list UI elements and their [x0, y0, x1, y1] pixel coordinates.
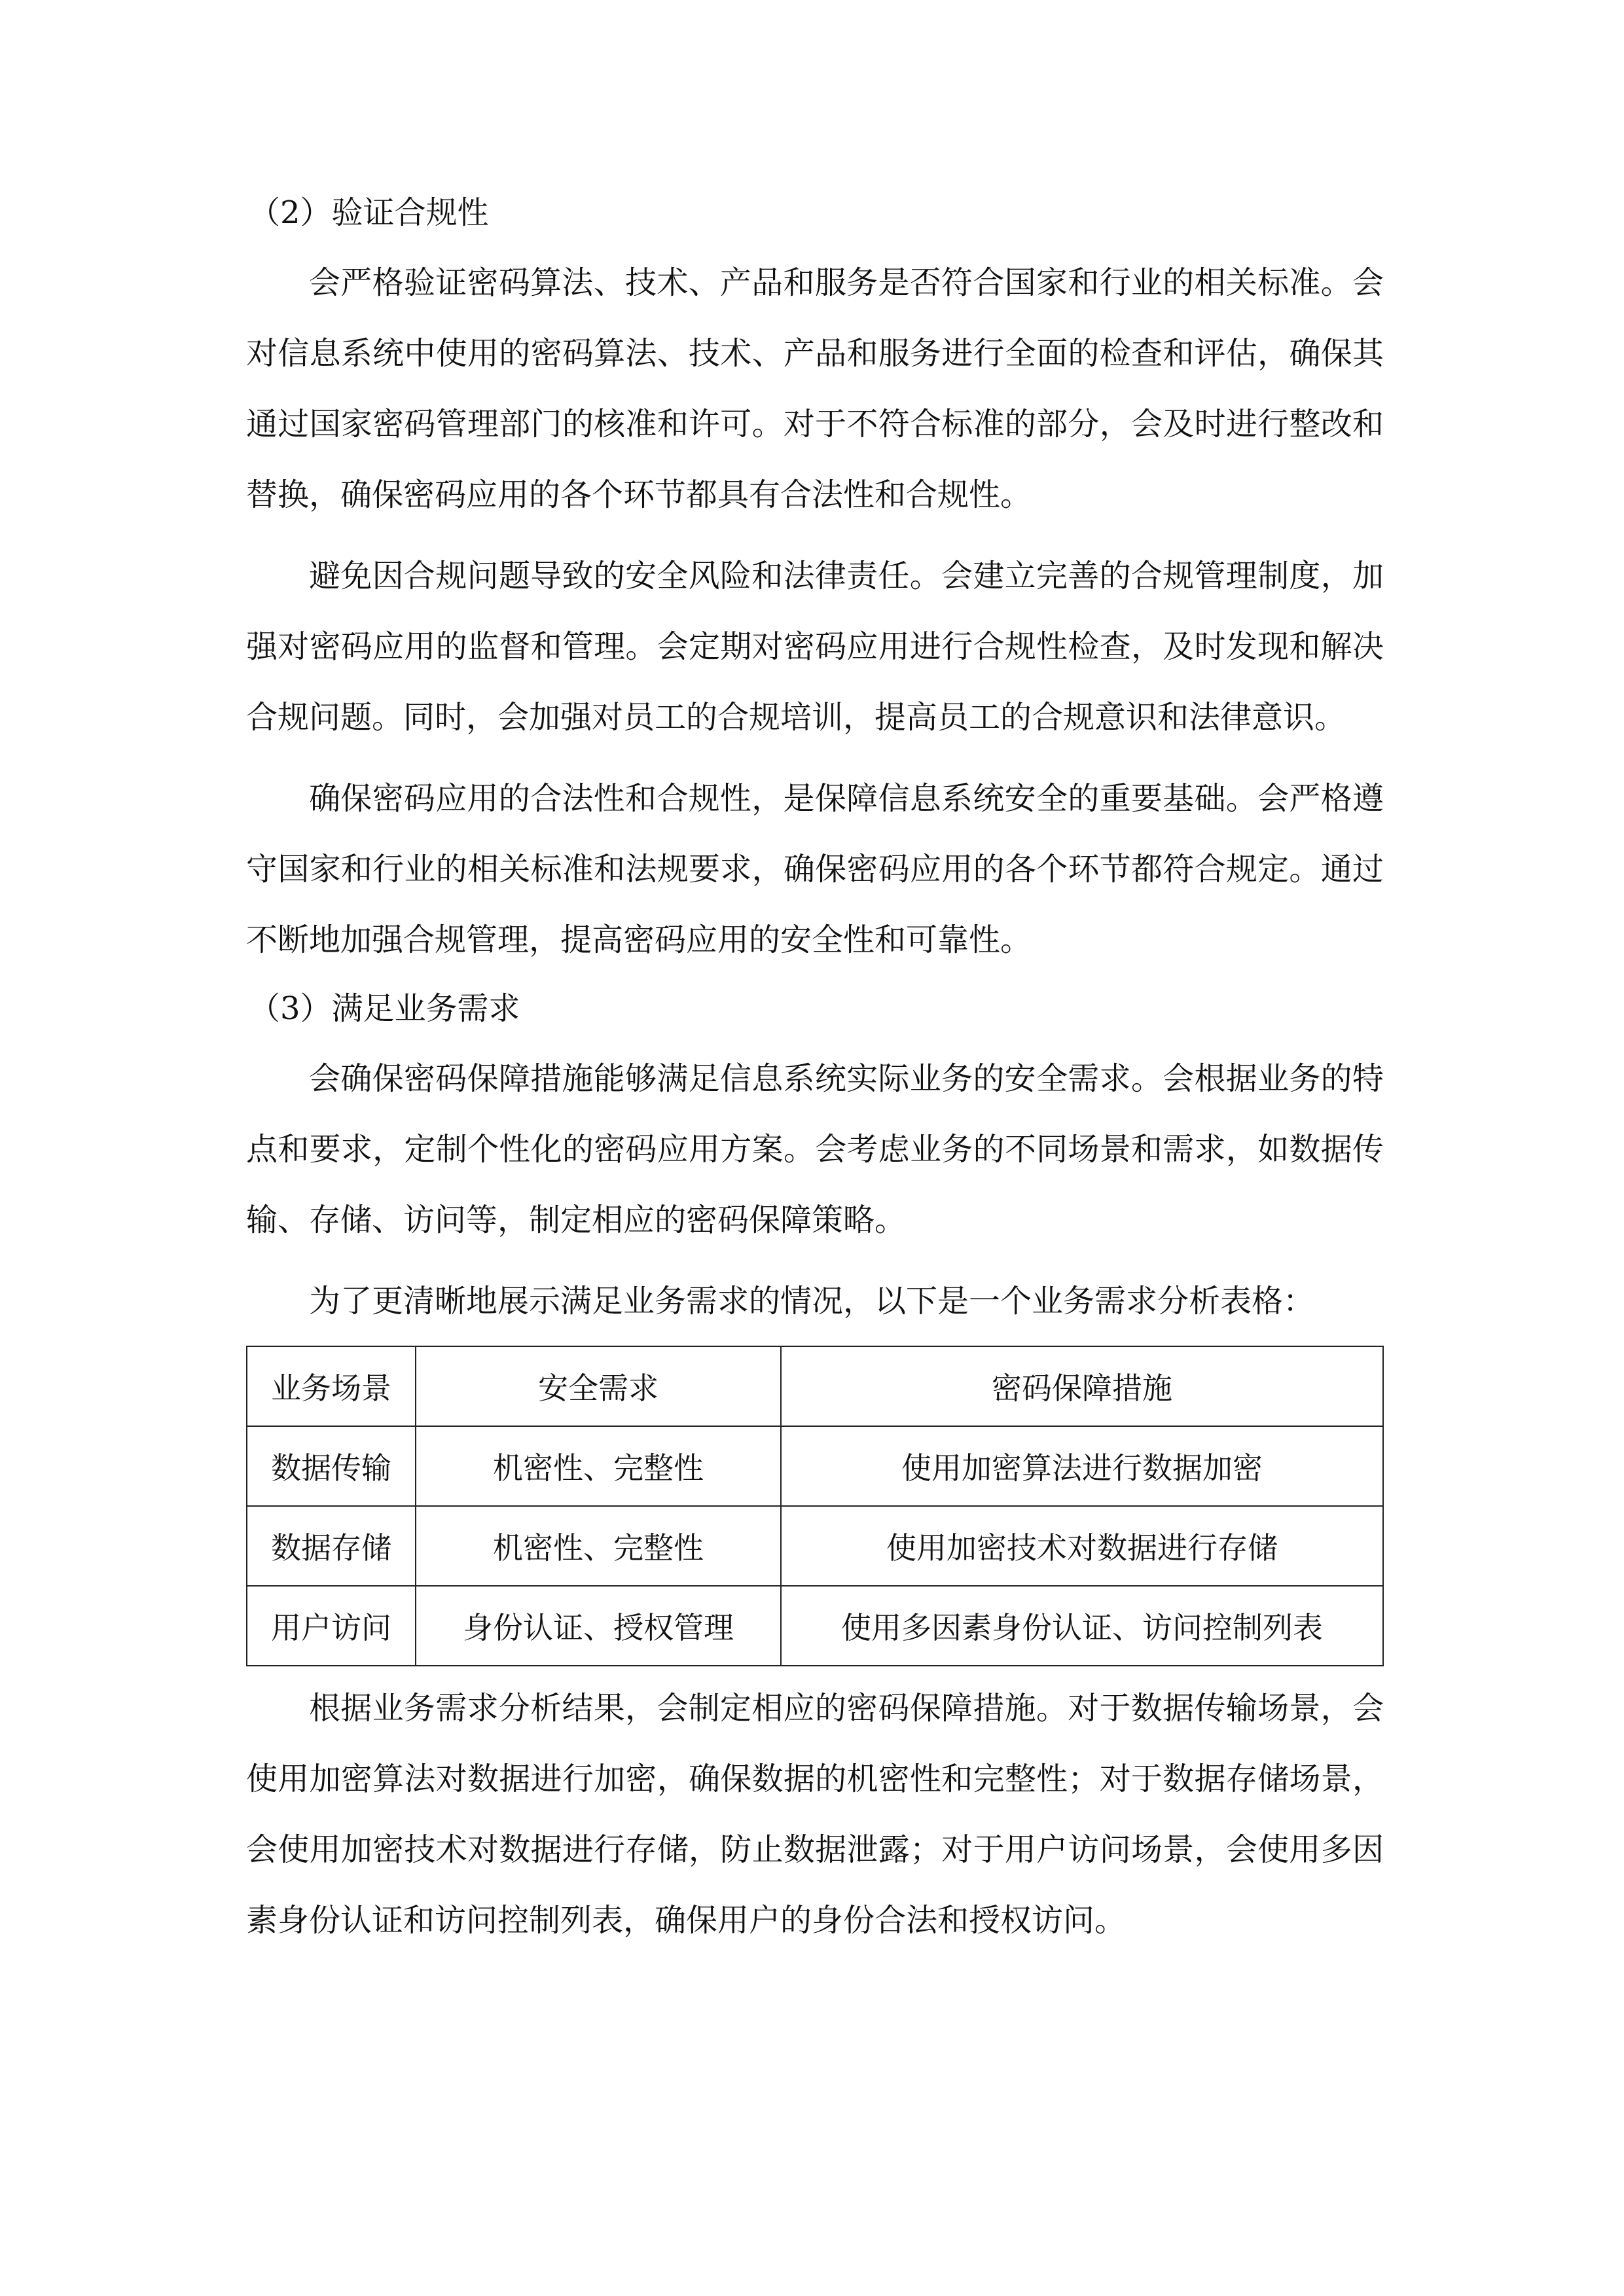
table-row: [247, 1586, 1383, 1666]
table-cell: 数据传输: [247, 1426, 416, 1506]
section-heading-business-needs: （3）满足业务需求: [249, 990, 520, 1027]
section-heading-verify-compliance: （2）验证合规性: [249, 194, 489, 231]
table-cell: 使用加密技术对数据进行存储: [781, 1506, 1383, 1586]
paragraph: 确保密码应用的合法性和合规性，是保障信息系统安全的重要基础。会严格遵守国家和行业的相关标准和法规要求，确保密码应用的各个环节都符合规定。通过不断地加强合规管理，提高密码应用的安全性和可靠性。: [246, 780, 1384, 958]
paragraph: 会确保密码保障措施能够满足信息系统实际业务的安全需求。会根据业务的特点和要求，定制个性化的密码应用方案。会考虑业务的不同场景和需求，如数据传输、存储、访问等，制定相应的密码保障策略。: [246, 1060, 1384, 1238]
paragraph: 根据业务需求分析结果，会制定相应的密码保障措施。对于数据传输场景，会使用加密算法对数据进行加密，确保数据的机密性和完整性；对于数据存储场景，会使用加密技术对数据进行存储，防止数据泄露；对于用户访问场景，会使用多因素身份认证和访问控制列表，确保用户的身份合法和授权访问。: [246, 1690, 1384, 1939]
table-header-cell: 密码保障措施: [781, 1346, 1383, 1426]
table-cell: 用户访问: [247, 1586, 416, 1666]
paragraph: 为了更清晰地展示满足业务需求的情况，以下是一个业务需求分析表格：: [309, 1283, 1315, 1319]
table-cell: 使用多因素身份认证、访问控制列表: [781, 1586, 1383, 1666]
table-cell: 身份认证、授权管理: [416, 1586, 781, 1666]
paragraph: 会严格验证密码算法、技术、产品和服务是否符合国家和行业的相关标准。会对信息系统中使用的密码算法、技术、产品和服务进行全面的检查和评估，确保其通过国家密码管理部门的核准和许可。对于不符合标准的部分，会及时进行整改和替换，确保密码应用的各个环节都具有合法性和合规性。: [246, 264, 1384, 513]
table-row: [247, 1506, 1383, 1586]
table-header-row: [247, 1346, 1383, 1426]
business-requirements-table: [246, 1346, 1384, 1666]
table-cell: 机密性、完整性: [416, 1506, 781, 1586]
table-header-cell: 业务场景: [247, 1346, 416, 1426]
document-page: [246, 190, 1384, 1966]
table-cell: 机密性、完整性: [416, 1426, 781, 1506]
table-row: [247, 1426, 1383, 1506]
table-header-cell: 安全需求: [416, 1346, 781, 1426]
paragraph: 避免因合规问题导致的安全风险和法律责任。会建立完善的合规管理制度，加强对密码应用的监督和管理。会定期对密码应用进行合规性检查，及时发现和解决合规问题。同时，会加强对员工的合规培训，提高员工的合规意识和法律意识。: [246, 558, 1384, 736]
table-cell: 使用加密算法进行数据加密: [781, 1426, 1383, 1506]
table-cell: 数据存储: [247, 1506, 416, 1586]
